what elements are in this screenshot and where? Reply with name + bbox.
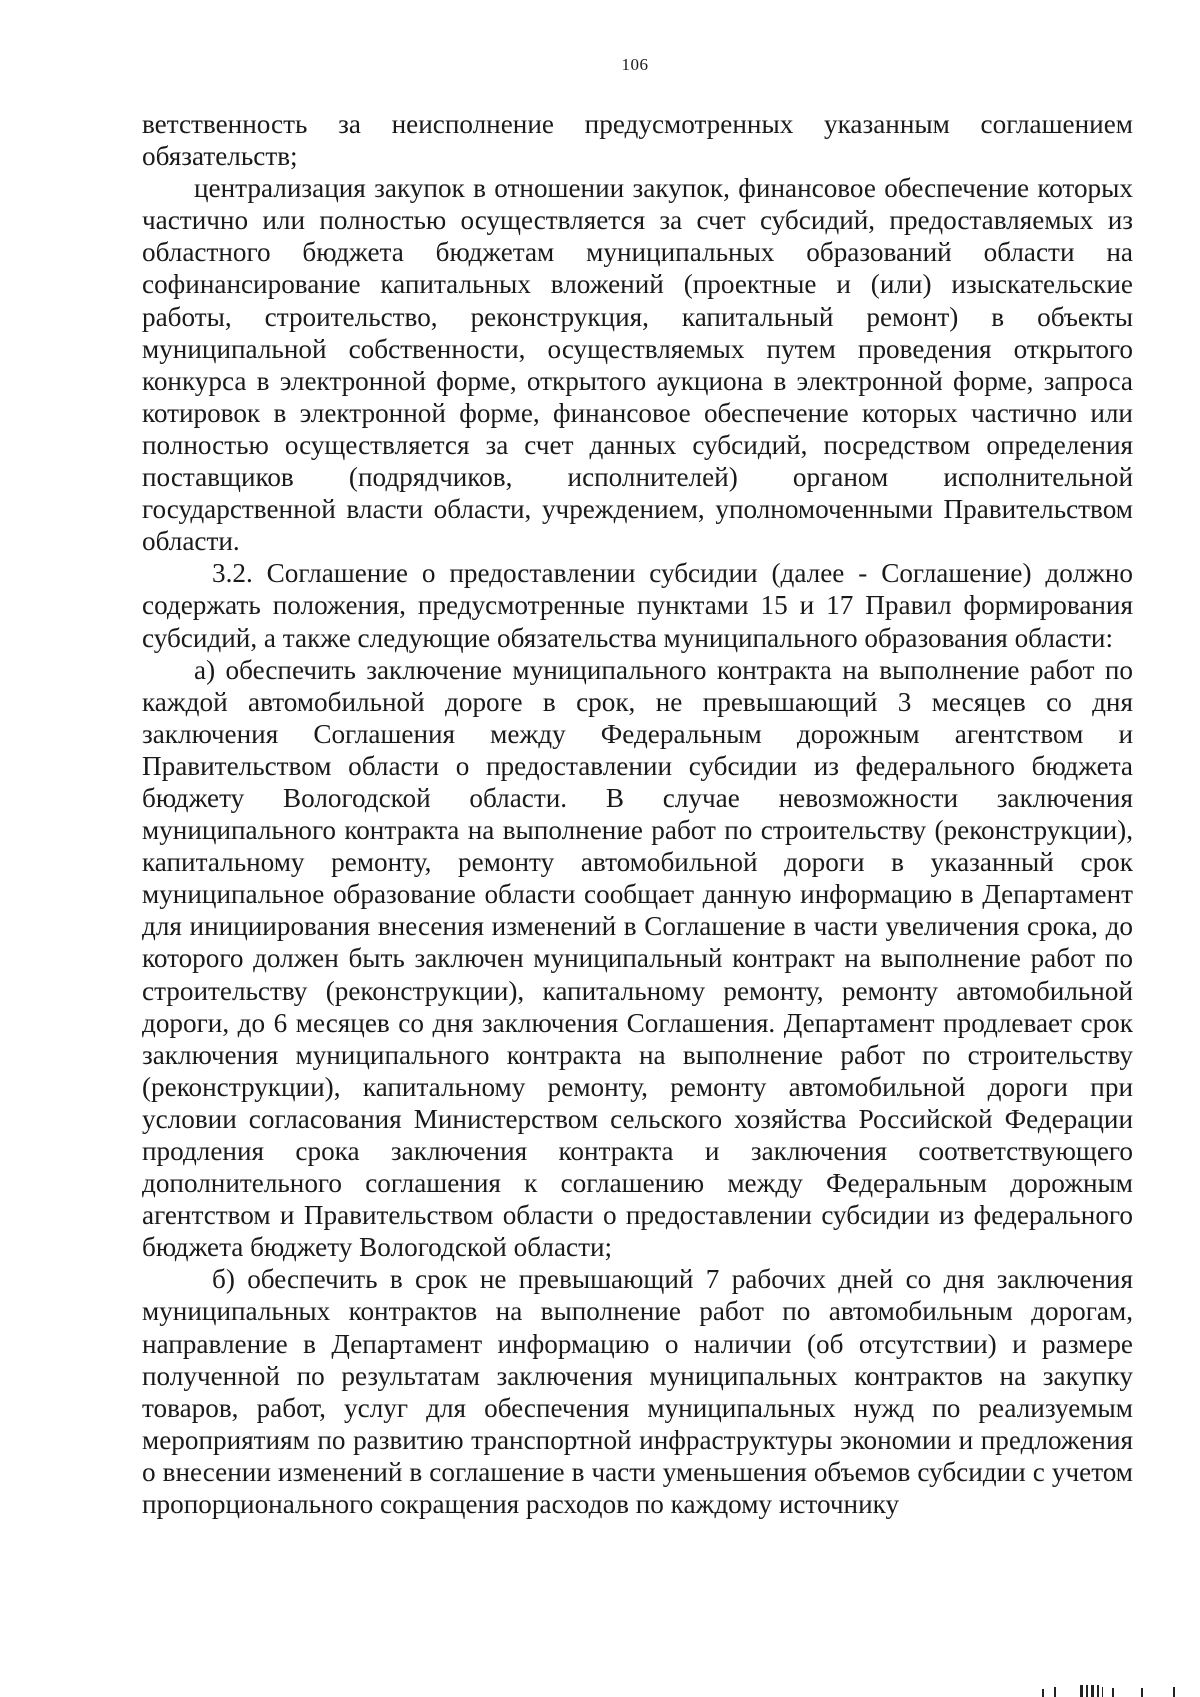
paragraph-item-b: б) обеспечить в срок не превышающий 7 рабочих дней со дня заключения муниципальных контрактов на выполнение работ по автомобильным дорогам, направление в Департамент информацию о наличии (об отсутствии) и размере полученной по результатам заключения муниципальных контрактов на закупку товаров, работ, услуг для обеспечения муниципальных нужд по реализуемым мероприятиям по развитию транспортной инфраструктуры экономии и предложения о внесении изменений в соглашение в части уменьшения объемов субсидии с учетом пропорционального сокращения расходов по каждому источнику xyxy=(142,1264,1133,1520)
paragraph-continuation: ветственность за неисполнение предусмотренных указанным соглашением обязательств; xyxy=(142,109,1133,172)
document-body xyxy=(142,108,1133,1520)
paragraph-centralization: централизация закупок в отношении закупок, финансовое обеспечение которых частично или полностью осуществляется за счет субсидий, предоставляемых из областного бюджета бюджетам муниципальных образований области на софинансирование капитальных вложений (проектные и (или) изыскательские работы, строительство, реконструкция, капитальный ремонт) в объекты муниципальной собственности, осуществляемых путем проведения открытого конкурса в электронной форме, открытого аукциона в электронной форме, запроса котировок в электронной форме, финансовое обеспечение которых частично или полностью осуществляется за счет данных субсидий, посредством определения поставщиков (подрядчиков, исполнителей) органом исполнительной государственной власти области, учреждением, уполномоченными Правительством области. xyxy=(142,173,1133,557)
scan-barcode-marks xyxy=(1040,1684,1200,1697)
page-number: 106 xyxy=(621,55,649,74)
paragraph-item-a: а) обеспечить заключение муниципального контракта на выполнение работ по каждой автомобильной дороге в срок, не превышающий 3 месяцев со дня заключения Соглашения между Федеральным дорожным агентством и Правительством области о предоставлении субсидии из федерального бюджета бюджету Вологодской области. В случае невозможности заключения муниципального контракта на выполнение работ по строительству (реконструкции), капитальному ремонту, ремонту автомобильной дороги в указанный срок муниципальное образование области сообщает данную информацию в Департамент для инициирования внесения изменений в Соглашение в части увеличения срока, до которого должен быть заключен муниципальный контракт на выполнение работ по строительству (реконструкции), капитальному ремонту, ремонту автомобильной дороги, до 6 месяцев со дня заключения Соглашения. Департамент продлевает срок заключения муниципального контракта на выполнение работ по строительству (реконструкции), капитальному ремонту, ремонту автомобильной дороги при условии согласования Министерством сельского хозяйства Российской Федерации продления срока заключения контракта и заключения соответствующего дополнительного соглашения к соглашению между Федеральным дорожным агентством и Правительством области о предоставлении субсидии из федерального бюджета бюджету Вологодской области; xyxy=(142,654,1133,1263)
paragraph-section-3-2: 3.2. Соглашение о предоставлении субсидии (далее - Соглашение) должно содержать положения, предусмотренные пунктами 15 и 17 Правил формирования субсидий, а также следующие обязательства муниципального образования области: xyxy=(142,558,1133,653)
